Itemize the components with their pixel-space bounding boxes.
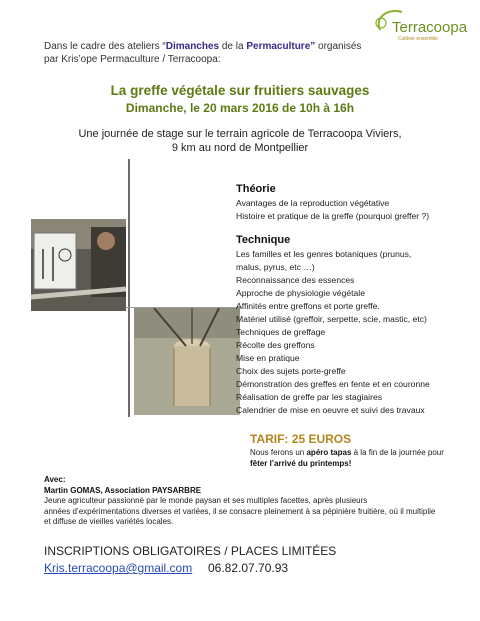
apero-line-2-text: fêter l’arrivé du printemps! [250,459,352,468]
speaker-name-text: Martin GOMAS, Association PAYSARBRE [44,485,202,495]
list-item: Choix des sujets porte-greffe [236,366,346,376]
intro-line-1 [44,40,384,53]
speaker-bio-2: années d’expérimentations diverses et variées, il se consacre pleinement à sa pépinière fruitière, où il multiplie [44,506,436,516]
logo-name: Terracoopa [392,19,468,36]
apero-line-2 [250,458,450,469]
avec-label-text: Avec: [44,475,66,484]
description-line-1: Une journée de stage sur le terrain agricole de Terracoopa Viviers, [78,128,402,140]
intro-suffix: organisés [315,41,362,52]
tarif-price: TARIF: 25 EUROS [250,432,352,446]
event-title: La greffe végétale sur fruitiers sauvages [110,83,370,98]
list-item: Reconnaissance des essences [236,275,355,285]
apero-suffix: à la fin de la journée pour [351,448,444,457]
event-date: Dimanche, le 20 mars 2016 de 10h à 16h [125,101,355,115]
workshop-photo [31,219,126,311]
list-item: Affinités entre greffons et porte greffe. [236,301,380,311]
logo-graphic [372,6,472,50]
speaker-section [44,475,454,528]
theorie-list [236,197,476,223]
technique-list [236,248,476,417]
theorie-heading: Théorie [236,183,276,195]
inscriptions-notice: INSCRIPTIONS OBLIGATOIRES / PLACES LIMITÉES [44,544,337,558]
speaker-name [44,486,454,497]
list-item: malus, pyrus, etc …) [236,262,315,272]
speaker-bio-1: Jeune agriculteur passionné par le monde paysan et ses multiples facettes, après plusieurs [44,496,368,505]
list-item: Les familles et les genres botaniques (prunus, [236,249,412,259]
list-item: Démonstration des greffes en fente et en couronne [236,379,430,389]
apero-bold: apéro tapas [306,448,352,457]
technique-heading: Technique [236,234,291,246]
apero-prefix: Nous ferons un [250,448,307,457]
email-link[interactable]: Kris.terracoopa@gmail.com [44,561,193,575]
event-description [0,127,480,155]
intro-permaculture: Permaculture” [246,41,316,52]
decorative-vertical-branch [128,159,130,417]
apero-note [250,447,450,469]
intro-text [44,40,384,66]
grafting-photo [134,308,240,415]
terracoopa-logo [372,6,472,50]
intro-mid: de la [219,41,247,52]
list-item: Techniques de greffage [236,327,326,337]
avec-label [44,475,454,486]
intro-line-2: par Kris’ope Permaculture / Terracoopa: [44,54,221,65]
speaker-bio-3: et diffuse de vieilles variétés locales. [44,517,174,526]
list-item: Approche de physiologie végétale [236,288,365,298]
description-line-2: 9 km au nord de Montpellier [171,142,309,154]
list-item: Matériel utilisé (greffoir, serpette, scie, mastic, etc) [236,314,427,324]
list-item: Réalisation de greffe par les stagiaires [236,392,383,402]
list-item: Mise en pratique [236,353,300,363]
list-item: Calendrier de mise en oeuvre et suivi des travaux [236,405,425,415]
phone-number: 06.82.07.70.93 [208,561,289,575]
apero-line-1 [250,447,450,458]
list-item: Récolte des greffons [236,340,315,350]
intro-dimanches: Dimanches [165,41,220,52]
list-item: Histoire et pratique de la greffe (pourquoi greffer ?) [236,211,430,221]
list-item: Avantages de la reproduction végétative [236,198,390,208]
logo-tagline: Cultiver ensemble [398,36,439,42]
intro-prefix: Dans le cadre des ateliers “ [44,41,166,52]
